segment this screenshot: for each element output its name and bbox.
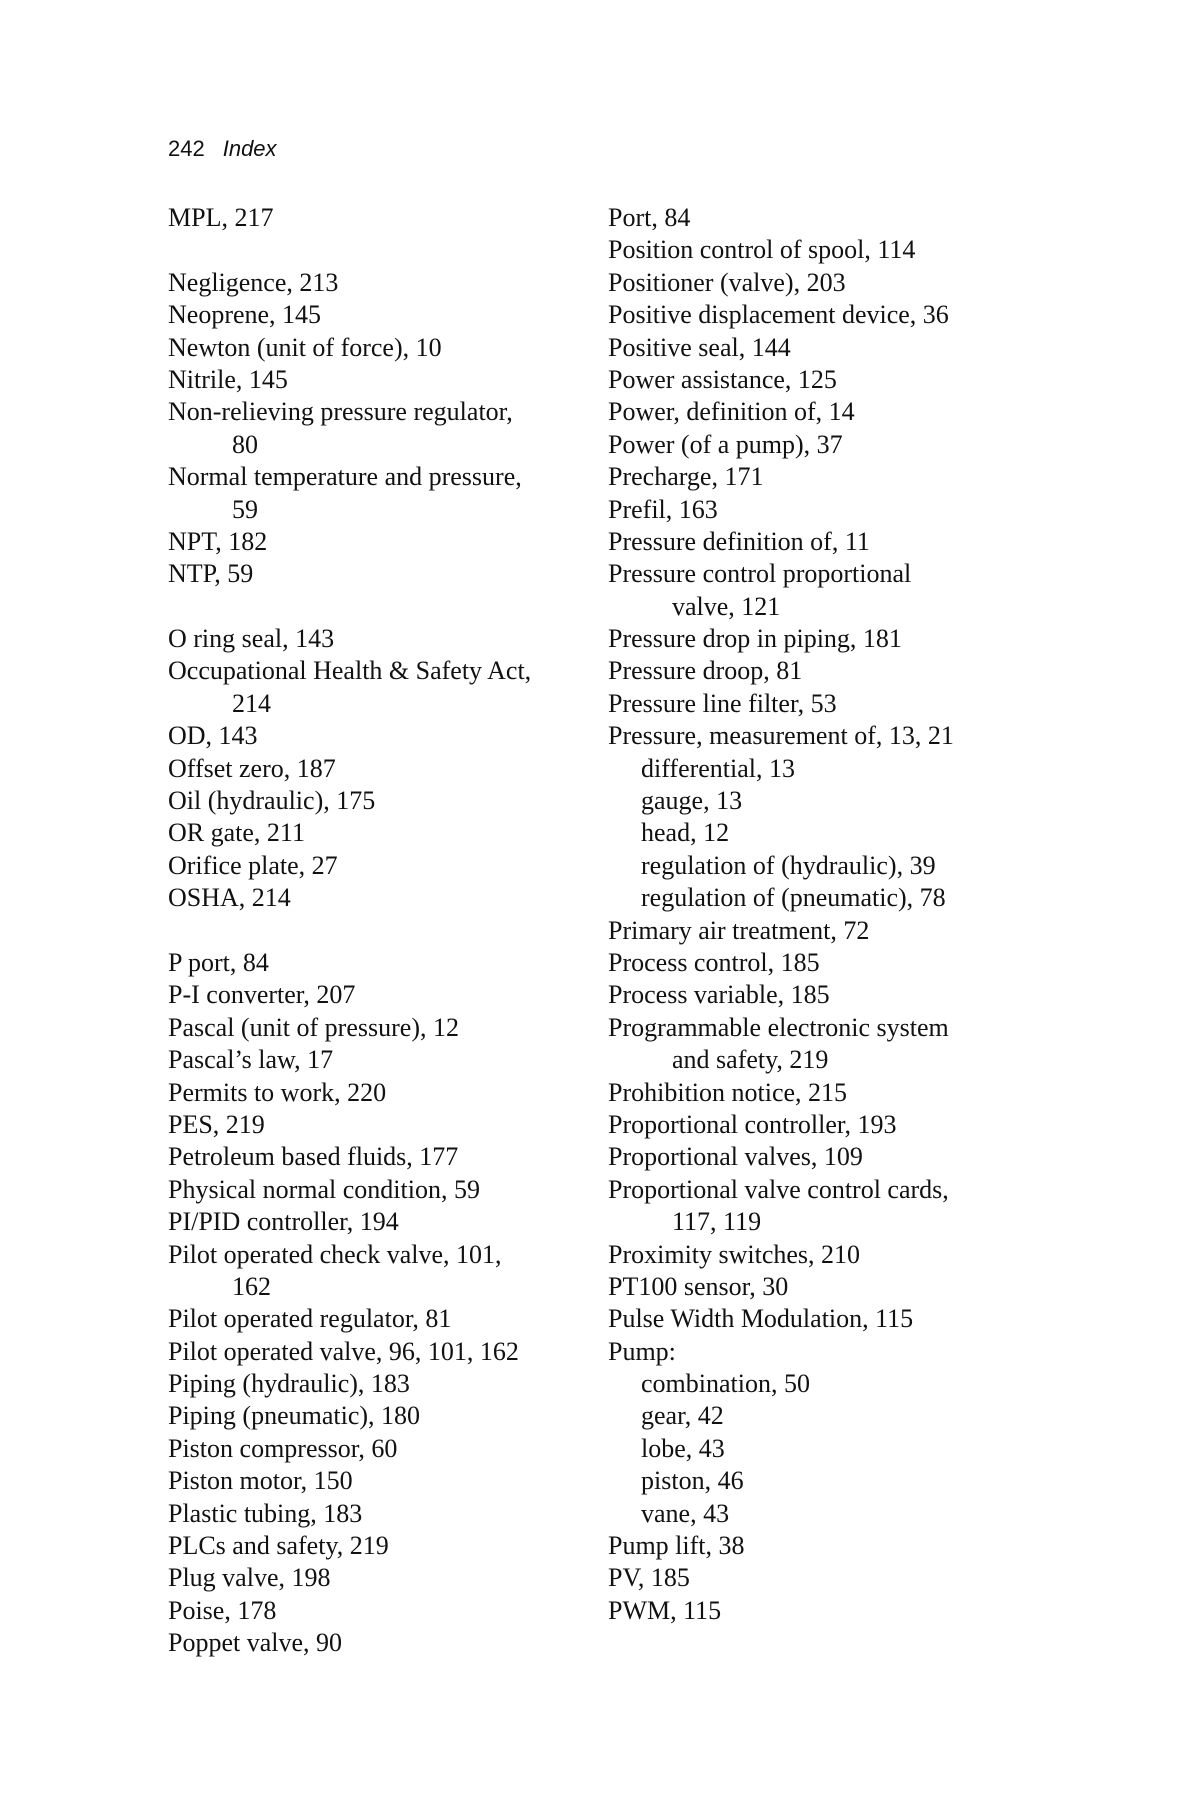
index-entry: OR gate, 211 <box>168 818 305 848</box>
index-column-right <box>608 202 954 1627</box>
index-entry: Orifice plate, 27 <box>168 850 338 880</box>
index-entry: OSHA, 214 <box>168 883 291 913</box>
index-entry: Piping (pneumatic), 180 <box>168 1401 421 1431</box>
index-entry-continuation: 80 <box>232 429 258 459</box>
index-entry: PLCs and safety, 219 <box>168 1531 389 1561</box>
index-entry: Oil (hydraulic), 175 <box>168 786 376 816</box>
letter-group-spacer <box>168 915 531 947</box>
index-entry: Pilot operated check valve, 101, <box>168 1239 502 1269</box>
index-entry: Piston compressor, 60 <box>168 1433 398 1463</box>
index-entry: Occupational Health & Safety Act, <box>168 656 532 686</box>
index-entry: Power (of a pump), 37 <box>608 429 843 459</box>
index-entry: Process control, 185 <box>608 947 820 977</box>
index-entry: NPT, 182 <box>168 526 268 556</box>
index-entry: Pressure, measurement of, 13, 21 <box>608 721 954 751</box>
index-entry: Petroleum based fluids, 177 <box>168 1142 459 1172</box>
index-entry: Process variable, 185 <box>608 980 830 1010</box>
index-entry: Plug valve, 198 <box>168 1563 331 1593</box>
index-entry-continuation: valve, 121 <box>672 591 781 621</box>
index-entry-continuation: and safety, 219 <box>672 1045 829 1075</box>
index-subentry: gauge, 13 <box>641 786 743 816</box>
index-entry: Proportional controller, 193 <box>608 1109 897 1139</box>
index-entry: Primary air treatment, 72 <box>608 915 870 945</box>
index-entry: Precharge, 171 <box>608 462 764 492</box>
index-entry-continuation: 162 <box>232 1271 271 1301</box>
running-head <box>168 134 277 164</box>
index-entry: Power assistance, 125 <box>608 364 837 394</box>
index-entry-continuation: 117, 119 <box>672 1207 762 1237</box>
index-entry: Positioner (valve), 203 <box>608 267 846 297</box>
index-entry: Permits to work, 220 <box>168 1077 387 1107</box>
index-entry: Proportional valve control cards, <box>608 1174 949 1204</box>
index-column-left <box>168 202 531 1660</box>
index-entry: Nitrile, 145 <box>168 364 288 394</box>
index-entry: Position control of spool, 114 <box>608 235 916 265</box>
index-entry: Pascal’s law, 17 <box>168 1045 334 1075</box>
index-entry: PV, 185 <box>608 1563 690 1593</box>
index-entry: Proportional valves, 109 <box>608 1142 863 1172</box>
index-entry: Piping (hydraulic), 183 <box>168 1369 410 1399</box>
index-entry: Pressure line filter, 53 <box>608 688 837 718</box>
index-entry: Pascal (unit of pressure), 12 <box>168 1012 459 1042</box>
letter-group-spacer <box>168 591 531 623</box>
index-entry: Pilot operated regulator, 81 <box>168 1304 452 1334</box>
index-entry: Physical normal condition, 59 <box>168 1174 480 1204</box>
index-entry: Newton (unit of force), 10 <box>168 332 442 362</box>
index-entry-continuation: 59 <box>232 494 258 524</box>
index-entry: Pilot operated valve, 96, 101, 162 <box>168 1336 519 1366</box>
index-entry: Port, 84 <box>608 203 691 232</box>
index-entry: Pump lift, 38 <box>608 1531 745 1561</box>
index-entry: Proximity switches, 210 <box>608 1239 861 1269</box>
index-entry: OD, 143 <box>168 721 258 751</box>
index-entry: Pulse Width Modulation, 115 <box>608 1304 914 1334</box>
index-entry: Normal temperature and pressure, <box>168 462 522 492</box>
index-entry-continuation: 214 <box>232 688 271 718</box>
index-entry: Non-relieving pressure regulator, <box>168 397 513 427</box>
letter-group-spacer <box>168 234 531 266</box>
index-subentry: regulation of (hydraulic), 39 <box>641 850 936 880</box>
index-entry: Poise, 178 <box>168 1595 277 1625</box>
index-entry: Prefil, 163 <box>608 494 718 524</box>
index-subentry: head, 12 <box>641 818 730 848</box>
index-entry: Positive displacement device, 36 <box>608 300 949 330</box>
index-entry: PES, 219 <box>168 1109 265 1139</box>
index-entry: Pressure droop, 81 <box>608 656 803 686</box>
index-entry: Pressure control proportional <box>608 559 912 589</box>
index-subentry: vane, 43 <box>641 1498 730 1528</box>
index-entry: Pressure drop in piping, 181 <box>608 624 902 654</box>
index-entry: Power, definition of, 14 <box>608 397 855 427</box>
index-entry: P port, 84 <box>168 947 269 977</box>
index-subentry: gear, 42 <box>641 1401 724 1431</box>
index-entry: Prohibition notice, 215 <box>608 1077 848 1107</box>
index-subentry: regulation of (pneumatic), 78 <box>641 883 946 913</box>
index-subentry: differential, 13 <box>641 753 796 783</box>
index-entry: PI/PID controller, 194 <box>168 1207 399 1237</box>
index-entry: PWM, 115 <box>608 1595 722 1625</box>
index-entry: Offset zero, 187 <box>168 753 336 783</box>
page-number: 242 <box>168 136 205 161</box>
index-subentry: combination, 50 <box>641 1369 810 1399</box>
index-subentry: piston, 46 <box>641 1466 744 1496</box>
index-subentry: lobe, 43 <box>641 1433 725 1463</box>
index-entry: Pump: <box>608 1336 676 1366</box>
index-entry: P-I converter, 207 <box>168 980 356 1010</box>
section-title: Index <box>222 136 277 161</box>
index-entry: Pressure definition of, 11 <box>608 526 870 556</box>
index-entry: Negligence, 213 <box>168 267 339 297</box>
index-entry: Programmable electronic system <box>608 1012 949 1042</box>
index-entry: MPL, 217 <box>168 203 274 232</box>
index-entry: O ring seal, 143 <box>168 624 335 654</box>
index-entry: Plastic tubing, 183 <box>168 1498 363 1528</box>
index-entry: PT100 sensor, 30 <box>608 1271 789 1301</box>
index-entry: Positive seal, 144 <box>608 332 791 362</box>
index-entry: Poppet valve, 90 <box>168 1628 343 1658</box>
index-entry: NTP, 59 <box>168 559 254 589</box>
index-entry: Piston motor, 150 <box>168 1466 353 1496</box>
index-entry: Neoprene, 145 <box>168 300 322 330</box>
